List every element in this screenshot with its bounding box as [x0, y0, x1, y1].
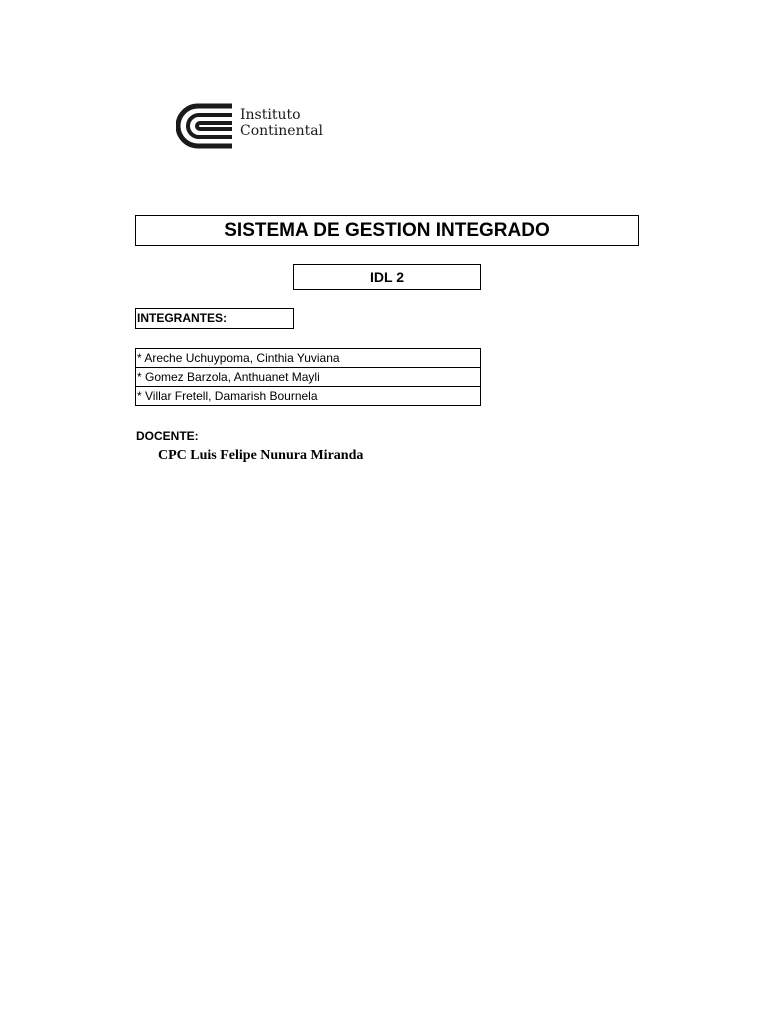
logo-text: [240, 107, 323, 139]
table-row: [136, 349, 481, 368]
institution-logo: [176, 103, 336, 149]
integrantes-label: INTEGRANTES:: [135, 308, 294, 329]
logo-line-1: Instituto: [240, 107, 301, 123]
table-row: [136, 368, 481, 387]
logo-line-2: Continental: [240, 123, 324, 139]
docente-label: DOCENTE:: [136, 429, 199, 443]
table-row: [136, 387, 481, 406]
members-table: [135, 348, 481, 406]
docente-name: CPC Luis Felipe Nunura Miranda: [158, 448, 364, 463]
member-name: * Areche Uchuypoma, Cinthia Yuviana: [136, 349, 481, 368]
document-subtitle: IDL 2: [293, 264, 481, 290]
document-title: SISTEMA DE GESTION INTEGRADO: [135, 215, 639, 246]
logo-mark-icon: [176, 103, 234, 149]
member-name: * Gomez Barzola, Anthuanet Mayli: [136, 368, 481, 387]
member-name: * Villar Fretell, Damarish Bournela: [136, 387, 481, 406]
